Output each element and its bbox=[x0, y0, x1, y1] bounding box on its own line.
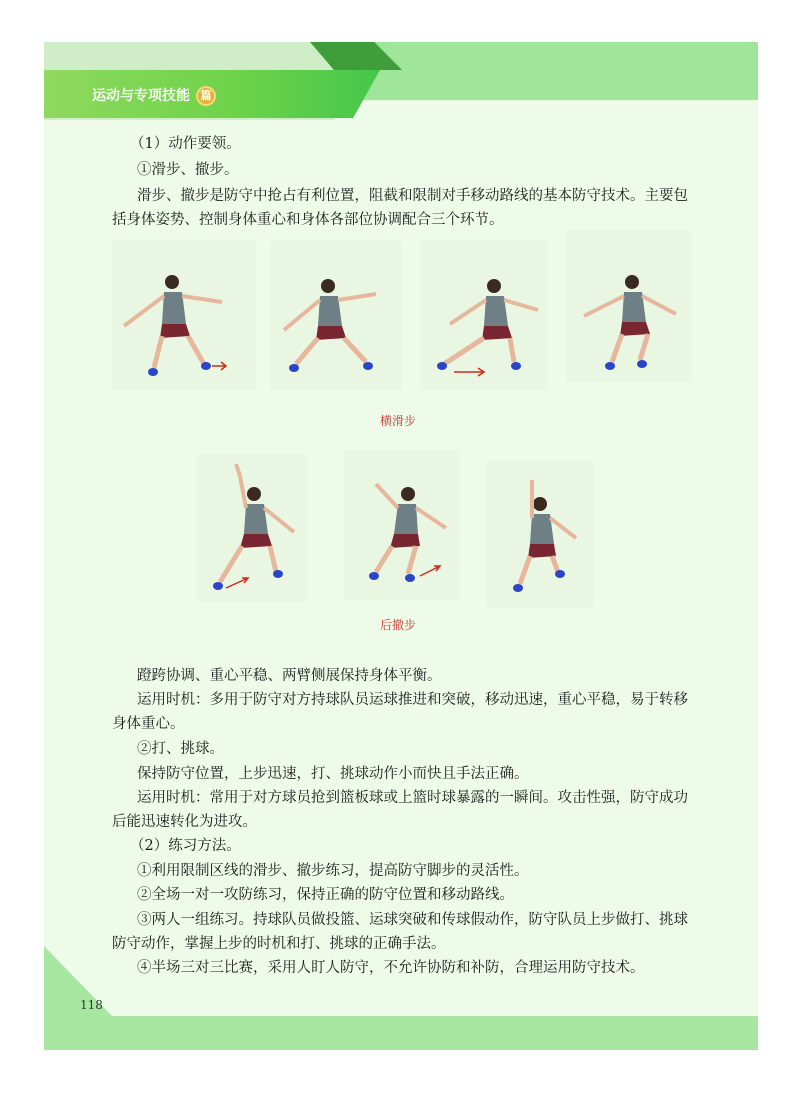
paragraph-line: 运用时机：多用于防守对方持球队员运球推进和突破，移动迅速，重心平稳，易于转移 bbox=[137, 692, 688, 708]
list-item: ②全场一对一攻防练习，保持正确的防守位置和移动路线。 bbox=[137, 887, 514, 903]
footer-band bbox=[44, 1016, 758, 1050]
paragraph-line: 括身体姿势、控制身体重心和身体各部位协调配合三个环节。 bbox=[112, 212, 504, 228]
list-item: ①利用限制区线的滑步、撤步练习，提高防守脚步的灵活性。 bbox=[137, 863, 529, 879]
page-number: 118 bbox=[80, 998, 103, 1012]
photo-lateral-slide-4 bbox=[566, 230, 692, 382]
photo-lateral-slide-2 bbox=[270, 240, 402, 390]
photo-back-step-1 bbox=[196, 454, 308, 602]
caption-lateral-slide: 横滑步 bbox=[380, 414, 417, 428]
paragraph-line: 保持防守位置，上步迅速，打、挑球动作小而快且手法正确。 bbox=[137, 766, 529, 782]
photo-lateral-slide-3 bbox=[420, 240, 548, 390]
list-item: ④半场三对三比赛，采用人盯人防守，不允许协防和补防，合理运用防守技术。 bbox=[137, 960, 645, 976]
photo-back-step-3 bbox=[486, 460, 594, 608]
section-label: 运动与专项技能 bbox=[92, 88, 190, 104]
paragraph-line: 运用时机：常用于对方球员抢到篮板球或上篮时球暴露的一瞬间。攻击性强，防守成功 bbox=[137, 790, 688, 806]
paragraph-line: 后能迅速转化为进攻。 bbox=[112, 814, 257, 830]
subheading-slide-step: ①滑步、撤步。 bbox=[137, 162, 239, 178]
section-badge-icon: 篇 bbox=[196, 86, 216, 106]
subheading-hit-pick: ②打、挑球。 bbox=[137, 741, 224, 757]
paragraph-line: 蹬跨协调、重心平稳、两臂侧展保持身体平衡。 bbox=[137, 668, 442, 684]
paragraph-line: 滑步、撤步是防守中抢占有利位置，阻截和限制对手移动路线的基本防守技术。主要包 bbox=[137, 188, 688, 204]
list-item-continued: 防守动作，掌握上步的时机和打、挑球的正确手法。 bbox=[112, 936, 446, 952]
heading-practice-methods: （2）练习方法。 bbox=[130, 838, 241, 854]
heading-key-points: （1）动作要领。 bbox=[130, 136, 241, 152]
paragraph-line: 身体重心。 bbox=[112, 716, 185, 732]
photo-lateral-slide-1 bbox=[112, 240, 256, 390]
photo-back-step-2 bbox=[344, 450, 460, 600]
list-item: ③两人一组练习。持球队员做投篮、运球突破和传球假动作，防守队员上步做打、挑球 bbox=[137, 912, 688, 928]
caption-back-step: 后撤步 bbox=[380, 618, 417, 632]
